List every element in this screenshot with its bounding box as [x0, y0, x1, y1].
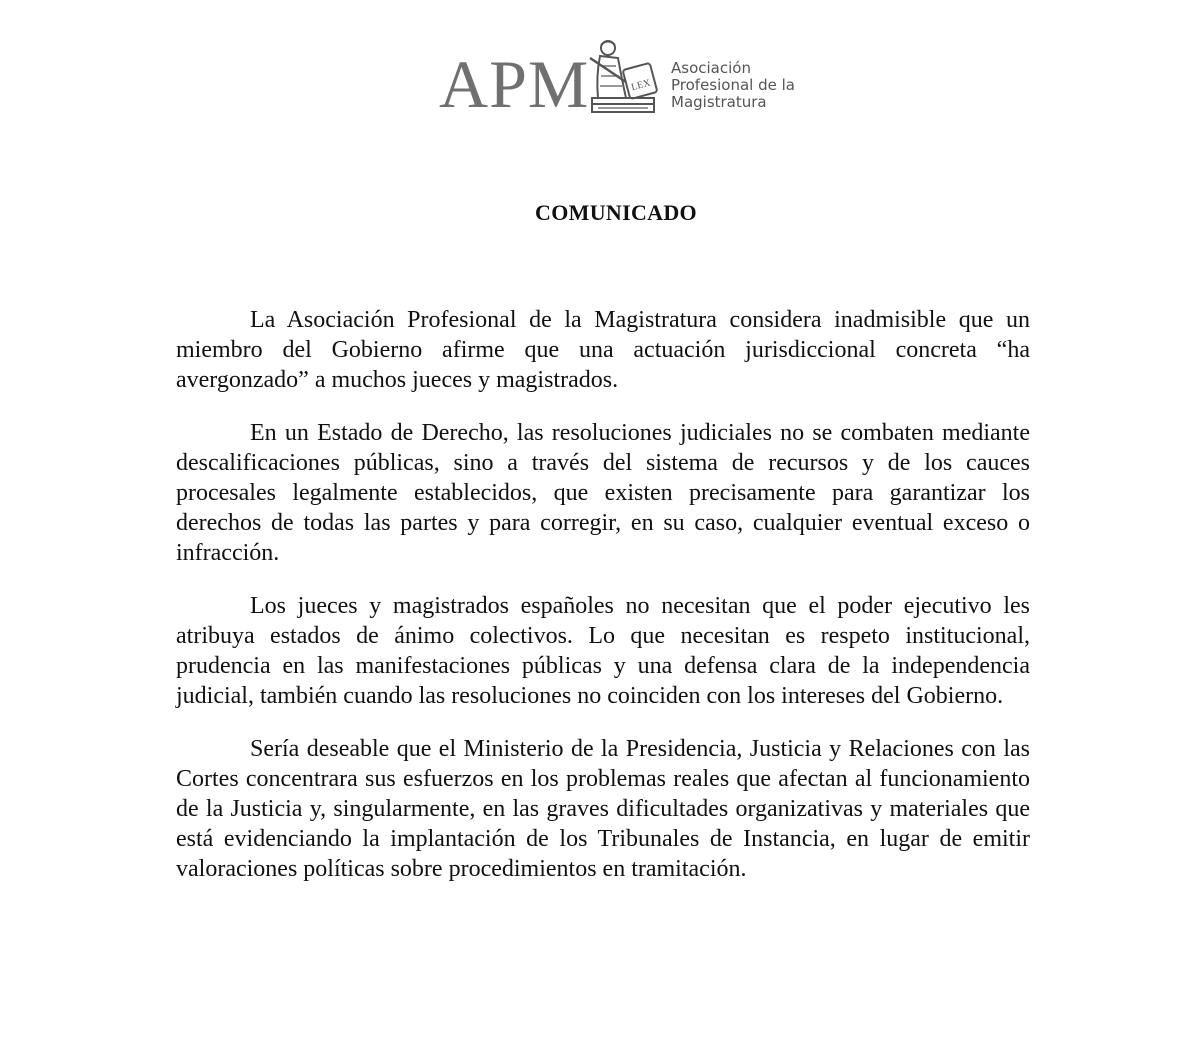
paragraph: En un Estado de Derecho, las resoluciones judiciales no se combaten mediante descalificaciones públicas, sino a través del sistema de recursos y de los cauces procesales legalmente establecidos, que existen precisamente para garantizar los derechos de todas las partes y para corregir, en su caso, cualquier eventual exceso o infracción.	[176, 420, 1030, 566]
organization-name	[671, 60, 795, 111]
apm-logo-acronym: APM	[439, 46, 590, 122]
emblem-lex-label: LEX	[630, 77, 652, 94]
paragraph: La Asociación Profesional de la Magistratura considera inadmisible que un miembro del Gobierno afirme que una actuación jurisdiccional concreta “ha avergonzado” a muchos jueces y magistrados.	[176, 307, 1030, 393]
document-body	[176, 305, 1030, 907]
paragraph: Sería deseable que el Ministerio de la Presidencia, Justicia y Relaciones con las Cortes concentrara sus esfuerzos en los problemas reales que afectan al funcionamiento de la Justicia y, singularmente, en las graves dificultades organizativas y materiales que está evidenciando la implantación de los Tribunales de Instancia, en lugar de emitir valoraciones políticas sobre procedimientos en tramitación.	[176, 736, 1030, 882]
letterhead	[0, 28, 1200, 128]
organization-name-line: Profesional de la	[671, 76, 795, 94]
justice-emblem-icon	[586, 36, 662, 116]
document-title: COMUNICADO	[535, 200, 697, 225]
paragraph: Los jueces y magistrados españoles no necesitan que el poder ejecutivo les atribuya estados de ánimo colectivos. Lo que necesitan es respeto institucional, prudencia en las manifestaciones públicas y una defensa clara de la independencia judicial, también cuando las resoluciones no coinciden con los intereses del Gobierno.	[176, 593, 1030, 709]
organization-name-line: Magistratura	[671, 93, 767, 111]
organization-name-line: Asociación	[671, 59, 751, 77]
